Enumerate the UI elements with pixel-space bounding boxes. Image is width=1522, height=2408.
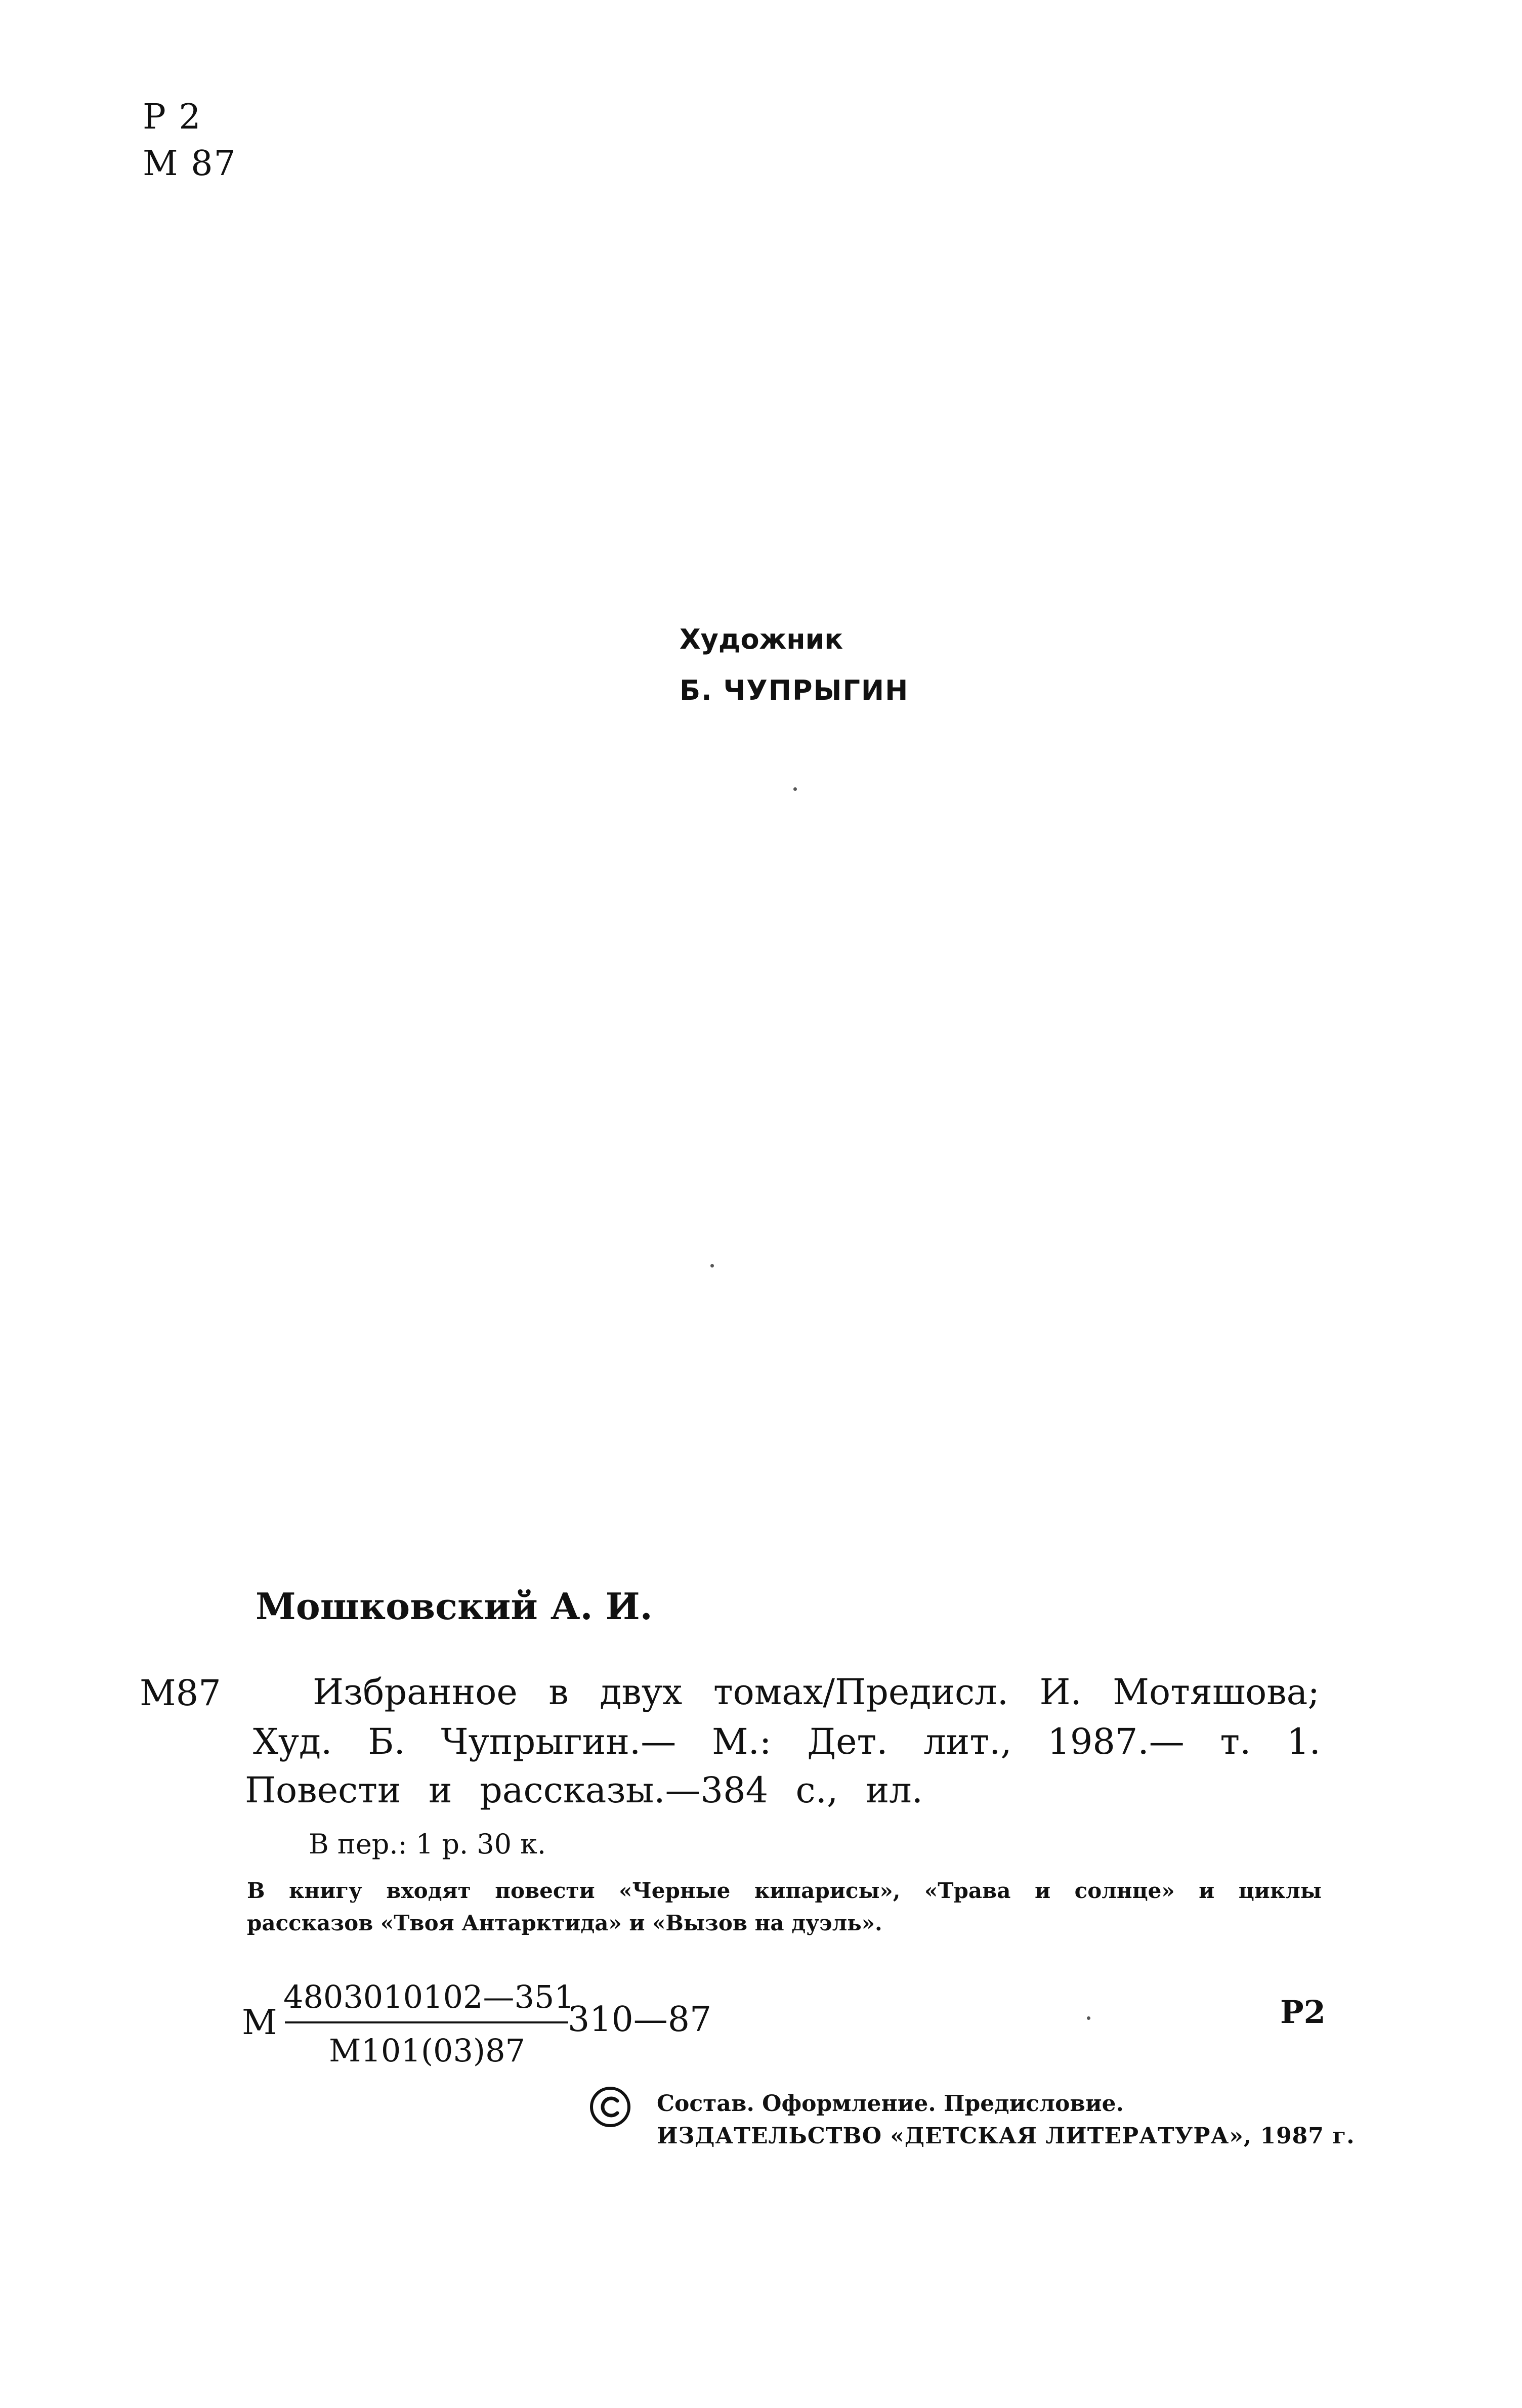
word: Б.	[368, 1721, 405, 1762]
artist-label: Художник	[680, 623, 843, 655]
classification-line-2: М 87	[143, 144, 237, 184]
word: и	[428, 1769, 452, 1811]
copyright-icon	[589, 2086, 631, 2128]
print-speck	[710, 1264, 714, 1268]
annotation-line-1	[247, 1878, 1322, 1903]
word: повести	[495, 1878, 595, 1903]
word: Чупрыгин.—	[441, 1721, 677, 1762]
word: В	[247, 1878, 265, 1903]
word: Избранное	[313, 1671, 518, 1713]
word: и	[1199, 1878, 1215, 1903]
word: Дет.	[807, 1721, 888, 1762]
word: лит.,	[923, 1721, 1012, 1762]
card-author: Мошковский А. И.	[256, 1585, 653, 1628]
print-speck	[793, 787, 797, 791]
word: т.	[1220, 1721, 1251, 1762]
description-line-2	[253, 1720, 1321, 1763]
index-denominator: М101(03)87	[329, 2032, 525, 2069]
word: кипарисы»,	[754, 1878, 901, 1903]
word: входят	[386, 1878, 471, 1903]
word: книгу	[289, 1878, 362, 1903]
index-class: Р2	[1280, 1994, 1326, 2031]
word: Худ.	[253, 1721, 332, 1762]
word: 1.	[1287, 1721, 1321, 1762]
word: в	[548, 1671, 569, 1713]
copyright-line-1: Состав. Оформление. Предисловие.	[657, 2091, 1124, 2117]
word: и	[1034, 1878, 1051, 1903]
word: двух	[600, 1671, 683, 1713]
description-line-1	[313, 1671, 1320, 1713]
word: «Трава	[924, 1878, 1011, 1903]
artist-name: Б. ЧУПРЫГИН	[680, 674, 909, 706]
index-numerator: 4803010102—351	[283, 1978, 574, 2015]
word: рассказы.—384	[479, 1769, 769, 1811]
copyright-line-2: ИЗДАТЕЛЬСТВО «ДЕТСКАЯ ЛИТЕРАТУРА», 1987 г.	[657, 2123, 1355, 2149]
word: «Черные	[619, 1878, 731, 1903]
word: 1987.—	[1047, 1721, 1185, 1762]
word: Повести	[245, 1769, 401, 1811]
description-line-3	[245, 1769, 923, 1811]
word: Мотяшова;	[1113, 1671, 1320, 1713]
fraction-rule	[285, 2021, 568, 2023]
annotation-line-2: рассказов «Твоя Антарктида» и «Вызов на дуэль».	[247, 1911, 882, 1935]
word: солнце»	[1074, 1878, 1175, 1903]
word: томах/Предисл.	[713, 1671, 1008, 1713]
word: М.:	[711, 1721, 772, 1762]
word: с.,	[795, 1769, 838, 1811]
word: циклы	[1238, 1878, 1322, 1903]
index-letter: М	[242, 2003, 277, 2043]
word: И.	[1039, 1671, 1082, 1713]
word: ил.	[865, 1769, 923, 1811]
price: В пер.: 1 р. 30 к.	[309, 1828, 546, 1860]
classification-line-1: Р 2	[143, 97, 202, 137]
index-suffix: 310—87	[568, 2000, 712, 2040]
print-speck	[1087, 2016, 1090, 2020]
card-code: М87	[140, 1672, 221, 1714]
